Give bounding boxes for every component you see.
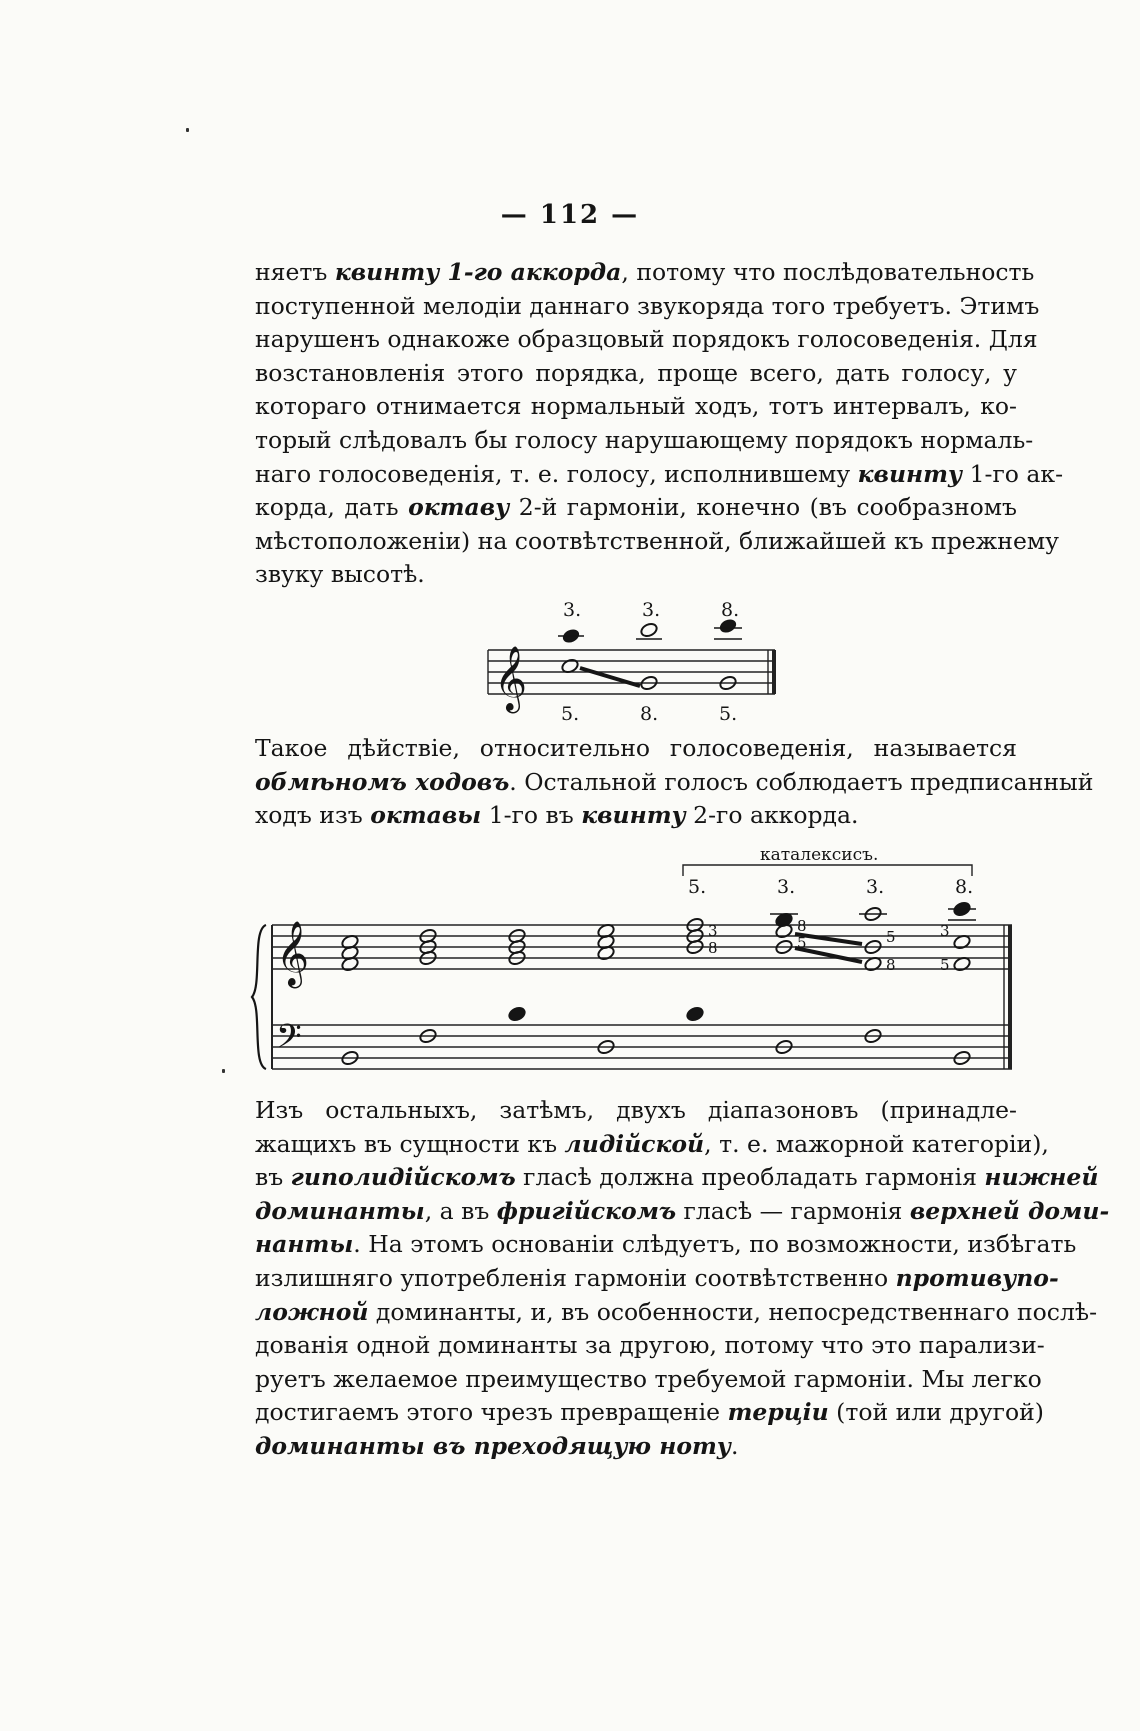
interval-label: 5. <box>561 703 580 725</box>
emphasis-text: квинту <box>581 801 686 830</box>
grand-staff <box>272 925 1012 1069</box>
body-text: поступенной мелодіи даннаго звукоряда того требуетъ. Этимъ <box>255 291 1040 320</box>
catalexis-label: каталексисъ. <box>760 845 879 865</box>
text-line <box>255 1128 1049 1162</box>
interval-label: 8 <box>708 939 718 957</box>
paragraph-3 <box>255 1094 1110 1464</box>
body-text: въ <box>255 1163 291 1192</box>
emphasis-text: фригійскомъ <box>496 1196 677 1225</box>
body-text: гласѣ — гармонія <box>676 1196 910 1225</box>
body-text: Изъ остальныхъ, затѣмъ, двухъ діапазоновъ (принадле- <box>255 1096 1017 1124</box>
interval-label: 3. <box>866 876 885 898</box>
body-text: 1-го въ <box>481 801 582 830</box>
print-speck <box>186 128 189 132</box>
body-text: (той или другой) <box>828 1398 1044 1427</box>
body-text: торый слѣдовалъ бы голосу нарушающему порядокъ нормаль- <box>255 425 1034 454</box>
emphasis-text: нанты <box>255 1230 354 1259</box>
treble-clef-icon: 𝄞 <box>276 921 310 986</box>
emphasis-text: лидійской <box>564 1129 705 1158</box>
body-text: , а въ <box>424 1196 497 1225</box>
emphasis-text: противупо- <box>895 1263 1059 1292</box>
body-text: гласѣ должна преобладать гармонія <box>515 1163 985 1192</box>
body-text: . На этомъ основаніи слѣдуетъ, по возможности, избѣгать <box>353 1230 1077 1259</box>
body-text: ходъ изъ <box>255 801 371 830</box>
emphasis-text: ложной <box>255 1297 369 1326</box>
body-text: , т. е. мажорной категоріи), <box>704 1129 1049 1158</box>
body-text: достигаемъ этого чрезъ превращеніе <box>255 1398 728 1427</box>
body-text: 2-го аккорда. <box>685 801 859 830</box>
text-line <box>255 1296 1098 1330</box>
body-text: няетъ <box>255 258 335 286</box>
interval-label: 5. <box>719 703 738 725</box>
interval-label: 8. <box>640 703 659 725</box>
print-speck <box>222 1069 225 1073</box>
interval-label: 8 <box>886 956 896 974</box>
note-head <box>507 1006 526 1023</box>
body-text: звуку высотѣ. <box>255 560 425 589</box>
body-text: . <box>730 1431 739 1460</box>
treble-clef-icon: 𝄞 <box>494 646 528 711</box>
body-text: возстановленія этого порядка, проще всего, дать голосу, у <box>255 358 1017 387</box>
emphasis-text: доминанты въ преходящую ноту <box>255 1431 731 1460</box>
text-line <box>255 1094 1017 1128</box>
body-text: 2-й гармоніи, конечно (въ сообразномъ <box>509 493 1017 522</box>
bass-clef-icon: 𝄢 <box>276 1018 302 1064</box>
body-text: корда, дать <box>255 493 409 522</box>
emphasis-text: квинту 1-го аккорда <box>334 258 622 286</box>
emphasis-text: терціи <box>727 1398 829 1427</box>
interval-label: 3. <box>563 599 582 621</box>
interval-label: 3 <box>940 922 950 940</box>
body-text: нарушенъ однакоже образцовый порядокъ голосоведенія. Для <box>255 325 1038 354</box>
interval-label: 8. <box>955 876 974 898</box>
emphasis-text: октавы <box>370 801 482 830</box>
body-text: 1-го ак- <box>962 459 1064 488</box>
text-line <box>255 1396 1044 1430</box>
interval-label: 8 <box>797 917 807 935</box>
text-line <box>255 1363 1042 1397</box>
text-line <box>255 1228 1077 1262</box>
emphasis-text: верхней доми- <box>909 1196 1110 1225</box>
emphasis-text: гиполидійскомъ <box>290 1163 516 1192</box>
text-line <box>255 1161 1099 1195</box>
example-2-top-labels <box>688 876 973 898</box>
body-text: руетъ желаемое преимущество требуемой гармоніи. Мы легко <box>255 1364 1042 1393</box>
interval-label: 3. <box>777 876 796 898</box>
body-text: , потому что послѣдовательность <box>621 258 1035 286</box>
body-text: доминанты, и, въ особенности, непосредственнаго послѣ- <box>368 1297 1098 1326</box>
body-text: излишняго употребленія гармоніи соотвѣтственно <box>255 1263 896 1292</box>
text-line <box>255 1262 1059 1296</box>
text-line <box>255 1430 1017 1464</box>
interval-label: 5 <box>797 934 807 952</box>
body-text: Такое дѣйствіе, относительно голосоведенія, называется <box>255 734 1017 762</box>
catalexis-bracket <box>683 865 972 876</box>
body-text: мѣстоположеніи) на соотвѣтственной, ближайшей къ прежнему <box>255 526 1059 555</box>
body-text: . Остальной голосъ соблюдаетъ предписанный <box>509 767 1094 796</box>
emphasis-text: нижней <box>984 1163 1099 1192</box>
emphasis-text: октаву <box>408 493 510 522</box>
emphasis-text: обмѣномъ ходовъ <box>255 767 510 796</box>
emphasis-text: доминанты <box>255 1196 425 1225</box>
body-text: котораго отнимается нормальный ходъ, тотъ интервалъ, ко- <box>255 392 1017 421</box>
interval-label: 3 <box>708 922 718 940</box>
body-text: наго голосоведенія, т. е. голосу, исполнившему <box>255 459 858 488</box>
text-line <box>255 1329 1045 1363</box>
body-text: дованія одной доминанты за другою, потому что это парализи- <box>255 1331 1045 1360</box>
text-line <box>255 1195 1110 1229</box>
interval-label: 3. <box>642 599 661 621</box>
interval-label: 5 <box>886 928 896 946</box>
interval-label: 8. <box>721 599 740 621</box>
body-text: жащихъ въ сущности къ <box>255 1129 565 1158</box>
page-number: — 112 — <box>500 200 640 230</box>
emphasis-text: квинту <box>857 459 963 488</box>
note-head <box>685 1006 704 1023</box>
interval-label: 5 <box>940 956 950 974</box>
interval-label: 5. <box>688 876 707 898</box>
brace-icon <box>252 925 266 1069</box>
